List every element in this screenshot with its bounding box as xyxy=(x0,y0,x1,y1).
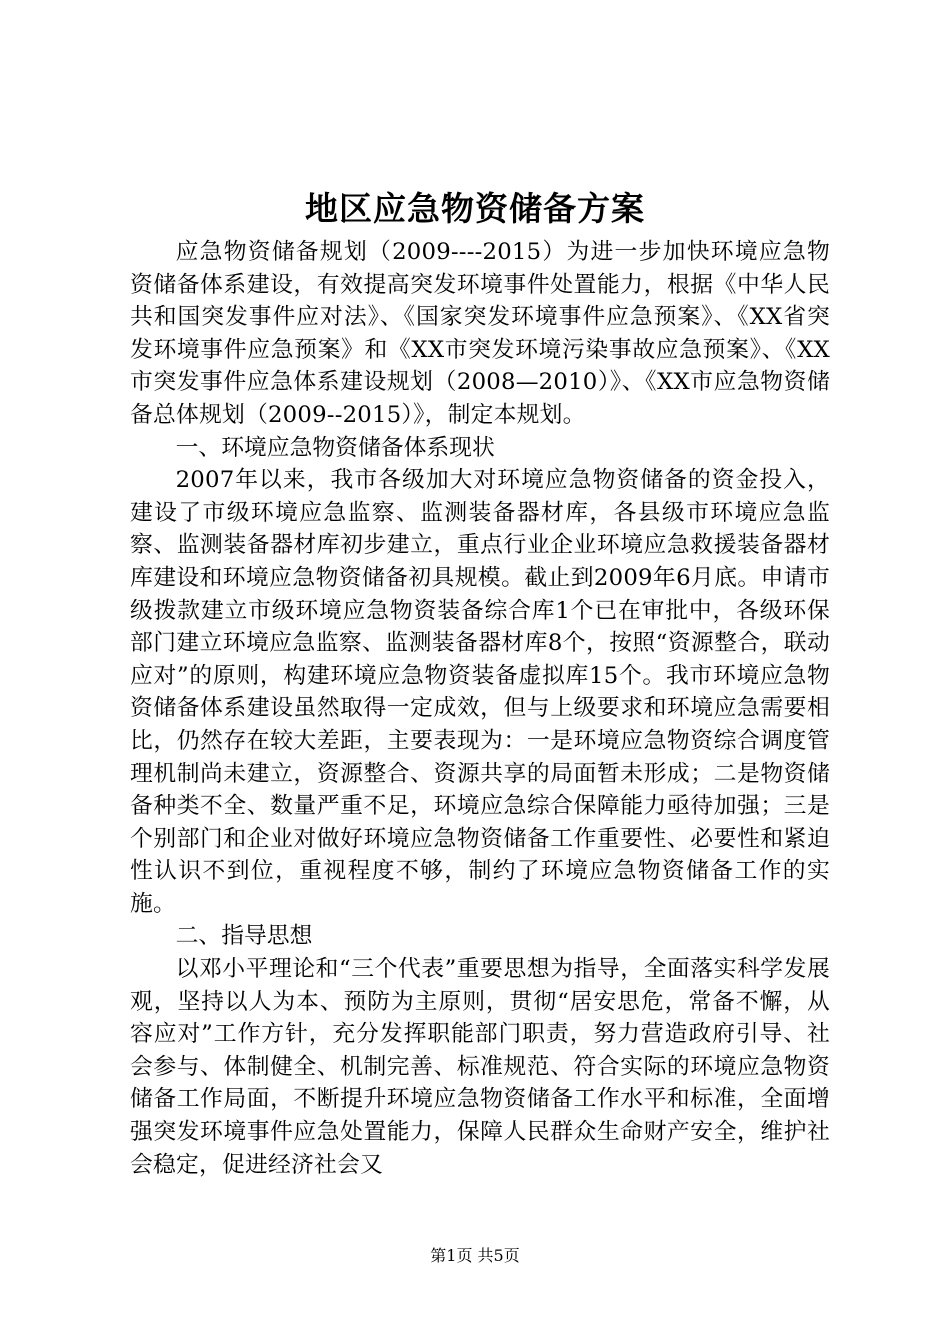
page-number-footer: 第1页 共5页 xyxy=(430,1246,520,1265)
page-title: 地区应急物资储备方案 xyxy=(305,189,645,228)
paragraph-guidance: 以邓小平理论和“三个代表”重要思想为指导，全面落实科学发展观，坚持以人为本、预防为主原则，贯彻“居安思危，常备不懈，从容应对”工作方针，充分发挥职能部门职责，努力营造政府引导、社会参与、体制健全、机制完善、标准规范、符合实际的环境应急物资储备工作局面，不断提升环境应急物资储备工作水平和标准，全面增强突发环境事件应急处置能力，保障人民群众生命财产安全，维护社会稳定，促进经济社会又 xyxy=(130,956,830,1178)
document-body xyxy=(130,236,830,1181)
paragraph-status: 2007年以来，我市各级加大对环境应急物资储备的资金投入，建设了市级环境应急监察、监测装备器材库，各县级市环境应急监察、监测装备器材库初步建立，重点行业企业环境应急救援装备器材库建设和环境应急物资储备初具规模。截止到2009年6月底。申请市级拨款建立市级环境应急物资装备综合库1个已在审批中，各级环保部门建立环境应急监察、监测装备器材库8个，按照“资源整合，联动应对”的原则，构建环境应急物资装备虚拟库15个。我市环境应急物资储备体系建设虽然取得一定成效，但与上级要求和环境应急需要相比，仍然存在较大差距，主要表现为：一是环境应急物资综合调度管理机制尚未建立，资源整合、资源共享的局面暂未形成；二是物资储备种类不全、数量严重不足，环境应急综合保障能力亟待加强；三是个别部门和企业对做好环境应急物资储备工作重要性、必要性和紧迫性认识不到位，重视程度不够，制约了环境应急物资储备工作的实施。 xyxy=(130,467,830,917)
section-heading-guidance: 二、指导思想 xyxy=(175,923,313,950)
paragraph-intro: 应急物资储备规划（2009----2015）为进一步加快环境应急物资储备体系建设，有效提高突发环境事件处置能力，根据《中华人民共和国突发事件应对法》、《国家突发环境事件应急预案》、《XX省突发环境事件应急预案》和《XX市突发环境污染事故应急预案》、《XX市突发事件应急体系建设规划（2008—2010）》、《XX市应急物资储备总体规划（2009--2015）》，制定本规划。 xyxy=(130,239,830,428)
section-heading-status: 一、环境应急物资储备体系现状 xyxy=(175,434,495,461)
